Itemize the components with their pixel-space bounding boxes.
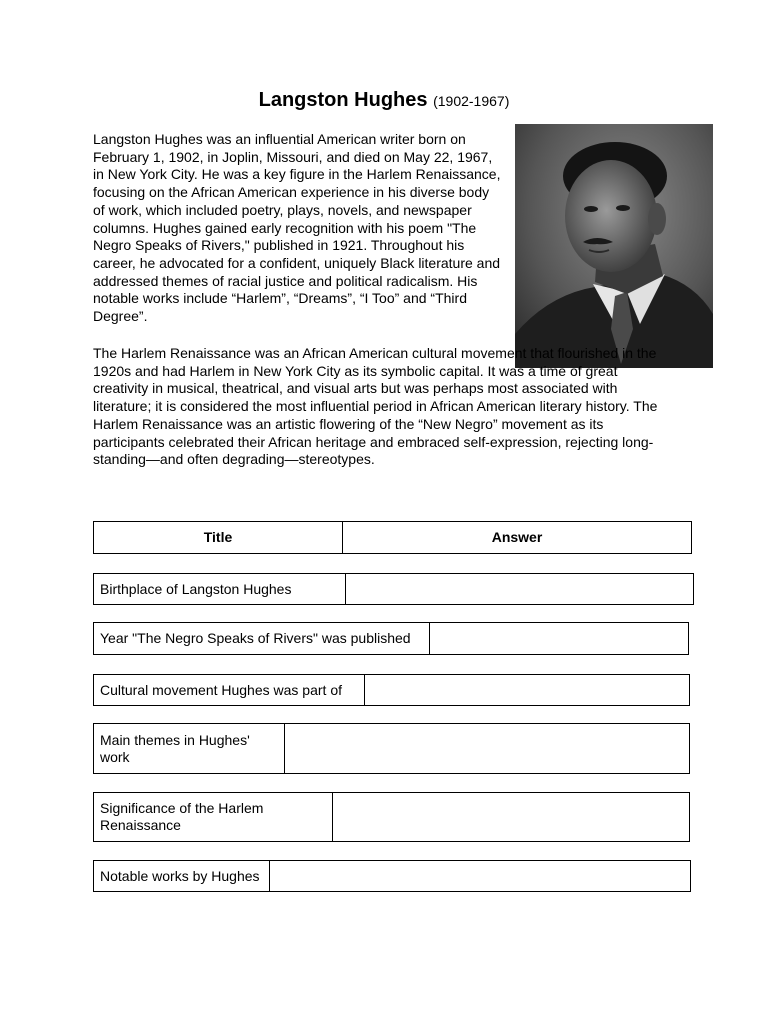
header-answer: Answer bbox=[491, 529, 543, 545]
table-header-row bbox=[93, 521, 692, 554]
question-cell: Main themes in Hughes' work bbox=[94, 724, 285, 773]
table-row bbox=[93, 792, 690, 842]
question-cell: Year "The Negro Speaks of Rivers" was published bbox=[94, 623, 430, 654]
page-title bbox=[0, 88, 768, 113]
header-title: Title bbox=[94, 522, 343, 553]
answer-cell[interactable] bbox=[270, 861, 690, 891]
portrait-image bbox=[515, 124, 713, 368]
answer-cell[interactable] bbox=[333, 793, 689, 841]
portrait-photo bbox=[515, 124, 713, 368]
table-row bbox=[93, 723, 690, 774]
question-cell: Significance of the Harlem Renaissance bbox=[94, 793, 333, 841]
question-cell: Notable works by Hughes bbox=[94, 861, 270, 891]
table-row bbox=[93, 573, 694, 605]
answer-cell[interactable] bbox=[285, 724, 689, 773]
harlem-renaissance-paragraph: The Harlem Renaissance was an African American cultural movement that flourished in the 1920s and had Harlem in New York City as its symbolic capital. It was a time of great creativity in musical, theatrical, and visual arts but was perhaps most associated with literature; it is considered the most influential period in African American literary history. The Harlem Renaissance was an artistic flowering of the “New Negro” movement as its participants celebrated their African heritage and embraced self-expression, rejecting long-standing—and often degrading—stereotypes. bbox=[93, 345, 658, 468]
question-cell: Cultural movement Hughes was part of bbox=[94, 675, 365, 705]
title-years: (1902-1967) bbox=[433, 93, 510, 109]
bio-paragraph: Langston Hughes was an influential American writer born on February 1, 1902, in Joplin, Missouri, and died on May 22, 1967, in New York City. He was a key figure in the Harlem Renaissance, focusing on the African American experience in his diverse body of work, which included poetry, plays, novels, and newspaper columns. Hughes gained early recognition with his poem "The Negro Speaks of Rivers," published in 1921. Throughout his career, he advocated for a confident, uniquely Black literature and addressed themes of racial justice and political radicalism. His notable works include “Harlem”, “Dreams”, “I Too” and “Third Degree”. bbox=[93, 131, 501, 325]
table-row bbox=[93, 860, 691, 892]
answer-cell[interactable] bbox=[365, 675, 689, 705]
answer-cell[interactable] bbox=[430, 623, 688, 654]
answer-cell[interactable] bbox=[346, 574, 693, 604]
title-name: Langston Hughes bbox=[258, 89, 428, 111]
table-row bbox=[93, 622, 689, 655]
table-row bbox=[93, 674, 690, 706]
question-cell: Birthplace of Langston Hughes bbox=[94, 574, 346, 604]
